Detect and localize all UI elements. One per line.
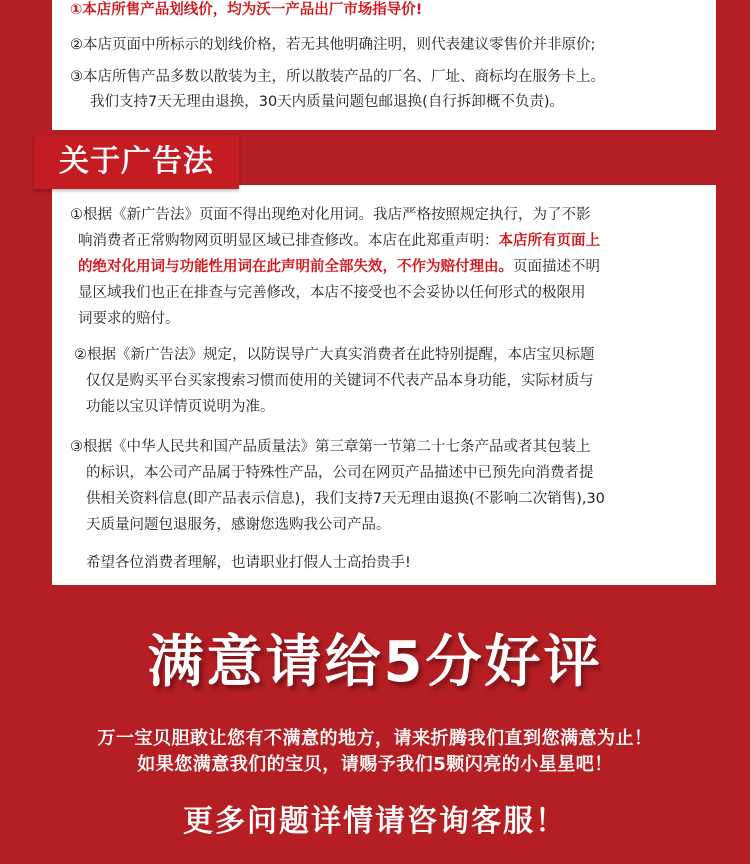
ad-law-p3-line1: ③根据《中华人民共和国产品质量法》第三章第一节第二十七条产品或者其包装上 [70,439,591,455]
notice-card [52,0,716,130]
ad-law-p1-line2 [78,231,600,251]
ad-law-p1-line3-normal: 页面描述不明 [513,259,600,275]
ad-law-p1-line3-highlight: 的绝对化用词与功能性用词在此声明前全部失效，不作为赔付理由。 [78,259,513,275]
ad-law-heading: 关于广告法 [34,135,239,189]
ad-law-p2-line1: ②根据《新广告法》规定，以防误导广大真实消费者在此特别提醒，本店宝贝标题 [74,347,595,363]
ad-law-p1-line1: ①根据《新广告法》页面不得出现绝对化用词。我店严格按照规定执行，为了不影 [70,207,591,223]
ad-law-p1-line5: 词要求的赔付。 [78,311,180,327]
ad-law-closing: 希望各位消费者理解，也请职业打假人士高抬贵手! [86,555,411,571]
ad-law-p3-line4: 天质量问题包退服务，感谢您选购我公司产品。 [86,517,391,533]
footer-title: 满意请给5分好评 [147,630,603,695]
ad-law-p2-line3: 功能以宝贝详情页说明为准。 [86,399,275,415]
notice-line-1: ①本店所售产品划线价，均为沃一产品出厂市场指导价! [70,2,423,18]
ad-law-p2-line2: 仅仅是购买平台买家搜索习惯而使用的关键词不代表产品本身功能，实际材质与 [86,373,594,389]
ad-law-p1-line2-highlight: 本店所有页面上 [498,233,600,249]
contact-service-text: 更多问题详情请咨询客服！ [183,804,567,839]
notice-line-3: ③本店所售产品多数以散装为主，所以散装产品的厂名、厂址、商标均在服务卡上。 [70,69,605,85]
notice-line-2: ②本店页面中所标示的划线价格，若无其他明确注明，则代表建议零售价并非原价; [70,37,596,53]
footer-subtitle-2: 如果您满意我们的宝贝，请赐予我们5颗闪亮的小星星吧！ [137,754,613,775]
ad-law-p1-line4: 显区域我们也正在排查与完善修改，本店不接受也不会妥协以任何形式的极限用 [78,285,586,301]
ad-law-p1-line3 [78,257,600,277]
ad-law-card [52,185,716,585]
notice-line-4: 我们支持7天无理由退换，30天内质量问题包邮退换(自行拆卸概不负责)。 [90,94,564,110]
ad-law-p3-line2: 的标识，本公司产品属于特殊性产品，公司在网页产品描述中已预先向消费者提 [86,465,594,481]
footer-subtitle-1: 万一宝贝胆敢让您有不满意的地方，请来折腾我们直到您满意为止！ [97,728,653,749]
ad-law-p1-line2-normal: 响消费者正常购物网页明显区域已排查修改。本店在此郑重声明： [78,233,499,249]
ad-law-p3-line3: 供相关资料信息(即产品表示信息)，我们支持7天无理由退换(不影响二次销售),30 [86,491,605,507]
